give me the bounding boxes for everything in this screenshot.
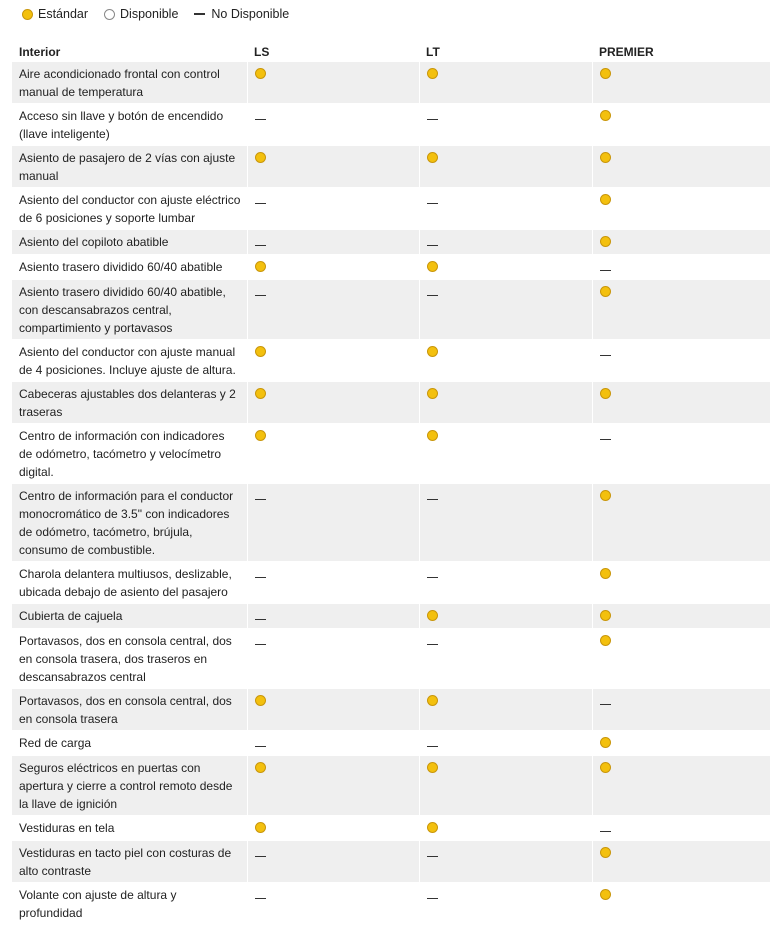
not-available-dash-icon — [255, 245, 266, 247]
trim-cell-ls — [247, 340, 419, 382]
not-available-dash-icon — [255, 577, 266, 579]
not-available-dash-icon — [600, 270, 611, 272]
trim-cell-ls — [247, 731, 419, 756]
trim-cell-ls — [247, 255, 419, 280]
standard-dot-icon — [600, 286, 611, 297]
standard-dot-icon — [600, 236, 611, 247]
standard-dot-icon — [427, 762, 438, 773]
header-interior: Interior — [19, 44, 61, 59]
trim-cell-ls — [247, 883, 419, 925]
not-available-dash-icon — [427, 644, 438, 646]
spec-table — [12, 41, 770, 925]
not-available-dash-icon — [255, 295, 266, 297]
trim-cell-ls — [247, 230, 419, 255]
header-premier: PREMIER — [599, 44, 654, 59]
not-available-dash-icon — [427, 856, 438, 858]
feature-cell: Cabeceras ajustables dos delanteras y 2 traseras — [12, 382, 247, 424]
trim-cell-ls — [247, 382, 419, 424]
trim-cell-lt — [419, 230, 592, 255]
feature-cell: Acceso sin llave y botón de encendido (llave inteligente) — [12, 104, 247, 146]
legend-not-available — [194, 7, 289, 21]
standard-dot-icon — [255, 695, 266, 706]
standard-dot-icon — [255, 346, 266, 357]
table-row — [12, 382, 770, 424]
standard-dot-icon — [600, 889, 611, 900]
standard-dot-icon — [600, 737, 611, 748]
not-available-dash-icon — [600, 355, 611, 357]
standard-dot-icon — [600, 490, 611, 501]
not-available-dash-icon — [255, 898, 266, 900]
not-available-dash-icon — [255, 856, 266, 858]
trim-cell-lt — [419, 629, 592, 689]
trim-cell-premier — [592, 255, 770, 280]
not-available-dash-icon — [427, 898, 438, 900]
standard-dot-icon — [427, 822, 438, 833]
standard-dot-icon — [600, 568, 611, 579]
standard-dot-icon — [255, 762, 266, 773]
legend-standard — [22, 7, 88, 21]
trim-cell-ls — [247, 424, 419, 484]
trim-cell-ls — [247, 188, 419, 230]
trim-cell-premier — [592, 841, 770, 883]
trim-cell-lt — [419, 104, 592, 146]
standard-dot-icon — [600, 610, 611, 621]
feature-cell: Red de carga — [12, 731, 247, 756]
feature-cell: Cubierta de cajuela — [12, 604, 247, 629]
feature-cell: Vestiduras en tacto piel con costuras de alto contraste — [12, 841, 247, 883]
feature-cell: Portavasos, dos en consola central, dos en consola trasera — [12, 689, 247, 731]
trim-cell-premier — [592, 731, 770, 756]
standard-dot-icon — [427, 346, 438, 357]
table-row — [12, 424, 770, 484]
trim-cell-lt — [419, 340, 592, 382]
trim-cell-lt — [419, 62, 592, 104]
trim-cell-premier — [592, 484, 770, 562]
trim-cell-ls — [247, 756, 419, 816]
header-ls: LS — [254, 44, 270, 59]
not-available-dash-icon — [194, 13, 205, 15]
trim-cell-ls — [247, 841, 419, 883]
feature-cell: Asiento del conductor con ajuste manual de 4 posiciones. Incluye ajuste de altura. — [12, 340, 247, 382]
standard-dot-icon — [600, 762, 611, 773]
trim-cell-premier — [592, 340, 770, 382]
table-row — [12, 731, 770, 756]
available-dot-icon — [104, 9, 115, 20]
not-available-dash-icon — [255, 119, 266, 121]
feature-cell: Charola delantera multiusos, deslizable, ubicada debajo de asiento del pasajero — [12, 562, 247, 604]
standard-dot-icon — [427, 430, 438, 441]
legend — [0, 0, 770, 28]
table-row — [12, 104, 770, 146]
trim-cell-lt — [419, 883, 592, 925]
legend-not-available-label: No Disponible — [211, 7, 290, 21]
feature-cell: Volante con ajuste de altura y profundidad — [12, 883, 247, 925]
not-available-dash-icon — [255, 644, 266, 646]
table-row — [12, 62, 770, 104]
standard-dot-icon — [255, 430, 266, 441]
table-row — [12, 340, 770, 382]
table-body — [12, 62, 770, 925]
trim-cell-ls — [247, 104, 419, 146]
trim-cell-premier — [592, 280, 770, 340]
not-available-dash-icon — [427, 203, 438, 205]
standard-dot-icon — [255, 388, 266, 399]
table-row — [12, 689, 770, 731]
feature-cell: Asiento de pasajero de 2 vías con ajuste manual — [12, 146, 247, 188]
trim-cell-lt — [419, 604, 592, 629]
not-available-dash-icon — [427, 746, 438, 748]
not-available-dash-icon — [255, 203, 266, 205]
legend-standard-label: Estándar — [38, 7, 89, 21]
trim-cell-premier — [592, 629, 770, 689]
standard-dot-icon — [255, 68, 266, 79]
not-available-dash-icon — [427, 245, 438, 247]
trim-cell-lt — [419, 280, 592, 340]
legend-available — [104, 7, 178, 21]
trim-cell-premier — [592, 62, 770, 104]
standard-dot-icon — [600, 635, 611, 646]
standard-dot-icon — [600, 847, 611, 858]
trim-cell-lt — [419, 841, 592, 883]
trim-cell-premier — [592, 689, 770, 731]
trim-cell-ls — [247, 62, 419, 104]
trim-cell-ls — [247, 689, 419, 731]
trim-cell-ls — [247, 629, 419, 689]
table-row — [12, 604, 770, 629]
trim-cell-lt — [419, 484, 592, 562]
trim-cell-lt — [419, 756, 592, 816]
trim-cell-premier — [592, 230, 770, 255]
table-row — [12, 816, 770, 841]
feature-cell: Centro de información para el conductor monocromático de 3.5" con indicadores de odómetro, tacómetro, brújula, consumo de combustible. — [12, 484, 247, 562]
standard-dot-icon — [600, 110, 611, 121]
standard-dot-icon — [427, 388, 438, 399]
standard-dot-icon — [255, 822, 266, 833]
not-available-dash-icon — [600, 704, 611, 706]
standard-dot-icon — [427, 610, 438, 621]
not-available-dash-icon — [255, 499, 266, 501]
feature-cell: Asiento del conductor con ajuste eléctrico de 6 posiciones y soporte lumbar — [12, 188, 247, 230]
trim-cell-lt — [419, 689, 592, 731]
legend-available-label: Disponible — [120, 7, 179, 21]
standard-dot-icon — [427, 68, 438, 79]
table-row — [12, 255, 770, 280]
not-available-dash-icon — [427, 119, 438, 121]
trim-cell-ls — [247, 280, 419, 340]
table-row — [12, 562, 770, 604]
trim-cell-lt — [419, 188, 592, 230]
standard-dot-icon — [255, 261, 266, 272]
not-available-dash-icon — [600, 831, 611, 833]
standard-dot-icon — [22, 9, 33, 20]
trim-cell-ls — [247, 484, 419, 562]
standard-dot-icon — [600, 388, 611, 399]
trim-cell-lt — [419, 146, 592, 188]
table-row — [12, 484, 770, 562]
feature-cell: Seguros eléctricos en puertas con apertura y cierre a control remoto desde la llave de ignición — [12, 756, 247, 816]
trim-cell-premier — [592, 424, 770, 484]
table-row — [12, 629, 770, 689]
feature-cell: Vestiduras en tela — [12, 816, 247, 841]
trim-cell-premier — [592, 816, 770, 841]
table-row — [12, 188, 770, 230]
feature-cell: Centro de información con indicadores de odómetro, tacómetro y velocímetro digital. — [12, 424, 247, 484]
table-row — [12, 146, 770, 188]
standard-dot-icon — [427, 261, 438, 272]
trim-cell-ls — [247, 604, 419, 629]
header-lt: LT — [426, 44, 440, 59]
trim-cell-lt — [419, 424, 592, 484]
trim-cell-lt — [419, 382, 592, 424]
table-row — [12, 230, 770, 255]
not-available-dash-icon — [427, 499, 438, 501]
feature-cell: Aire acondicionado frontal con control manual de temperatura — [12, 62, 247, 104]
trim-cell-premier — [592, 604, 770, 629]
feature-cell: Asiento del copiloto abatible — [12, 230, 247, 255]
trim-cell-ls — [247, 146, 419, 188]
trim-cell-premier — [592, 382, 770, 424]
trim-cell-premier — [592, 883, 770, 925]
feature-cell: Portavasos, dos en consola central, dos en consola trasera, dos traseros en descansabrazos central — [12, 629, 247, 689]
table-row — [12, 883, 770, 925]
trim-cell-lt — [419, 731, 592, 756]
standard-dot-icon — [600, 194, 611, 205]
trim-cell-premier — [592, 562, 770, 604]
trim-cell-premier — [592, 188, 770, 230]
feature-cell: Asiento trasero dividido 60/40 abatible — [12, 255, 247, 280]
not-available-dash-icon — [255, 746, 266, 748]
standard-dot-icon — [600, 152, 611, 163]
not-available-dash-icon — [600, 439, 611, 441]
standard-dot-icon — [427, 695, 438, 706]
table-row — [12, 280, 770, 340]
not-available-dash-icon — [255, 619, 266, 621]
not-available-dash-icon — [427, 295, 438, 297]
table-row — [12, 841, 770, 883]
table-row — [12, 756, 770, 816]
not-available-dash-icon — [427, 577, 438, 579]
trim-cell-premier — [592, 104, 770, 146]
standard-dot-icon — [427, 152, 438, 163]
table-header-row — [12, 41, 770, 62]
feature-cell: Asiento trasero dividido 60/40 abatible, con descansabrazos central, compartimiento y portavasos — [12, 280, 247, 340]
standard-dot-icon — [255, 152, 266, 163]
trim-cell-premier — [592, 146, 770, 188]
trim-cell-ls — [247, 816, 419, 841]
trim-cell-lt — [419, 562, 592, 604]
trim-cell-lt — [419, 255, 592, 280]
trim-cell-lt — [419, 816, 592, 841]
standard-dot-icon — [600, 68, 611, 79]
trim-cell-ls — [247, 562, 419, 604]
trim-cell-premier — [592, 756, 770, 816]
